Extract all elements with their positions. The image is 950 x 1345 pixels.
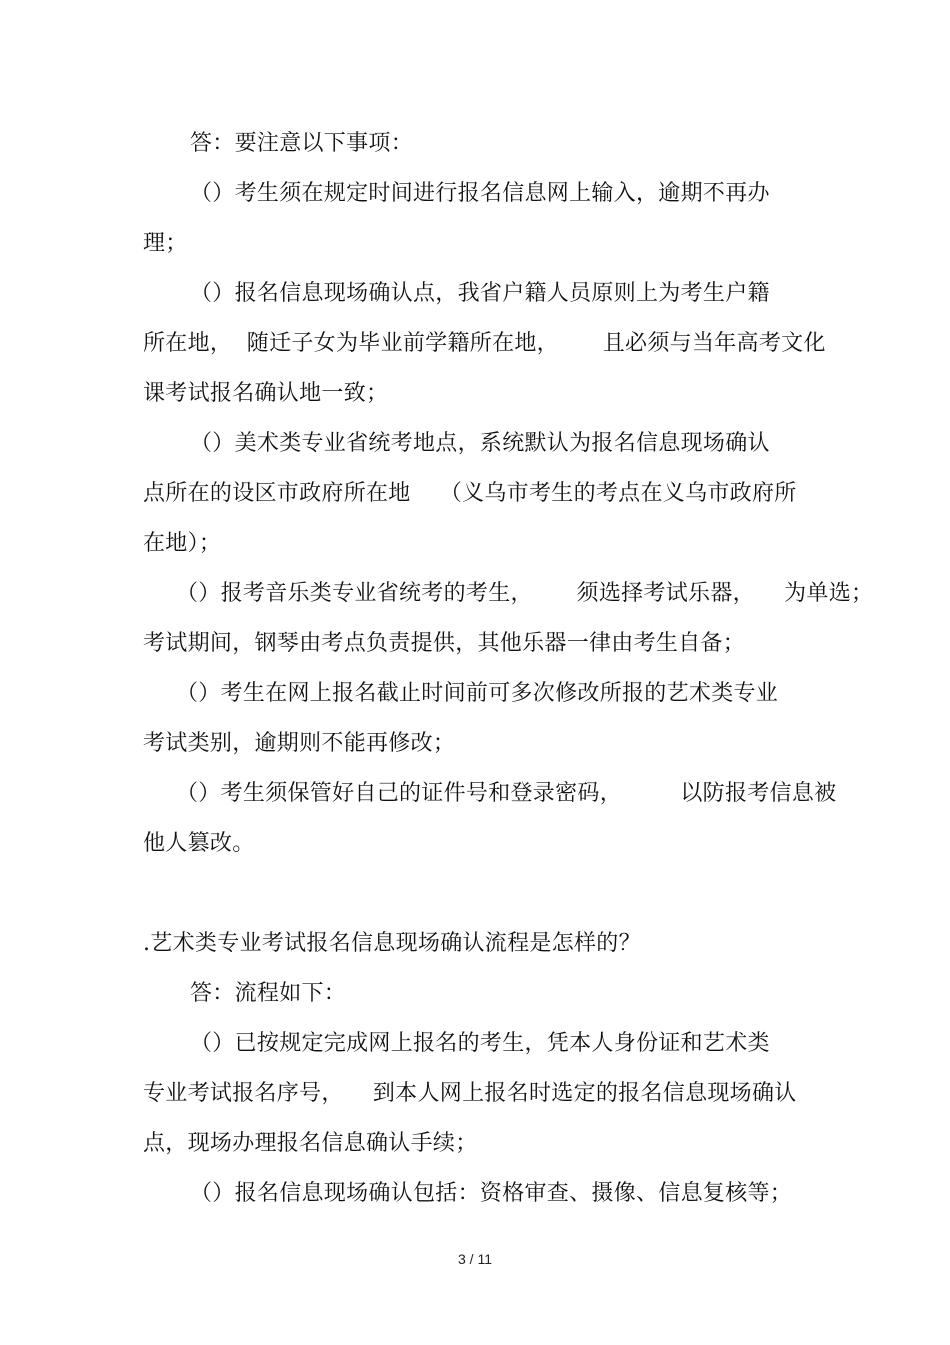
- item-line: 考试类别，逾期则不能再修改；: [143, 731, 456, 756]
- item-line: 专业考试报名序号， 到本人网上报名时选定的报名信息现场确认: [143, 1081, 797, 1106]
- page-number: 3 / 11: [458, 1251, 492, 1267]
- item-line: 在地）；: [143, 531, 222, 556]
- item-line: 所在地， 随迁子女为毕业前学籍所在地， 且必须与当年高考文化: [143, 331, 826, 356]
- item-line: 他人篡改。: [143, 831, 255, 856]
- item-line: （）报考音乐类专业省统考的考生， 须选择考试乐器， 为单选；: [176, 581, 874, 606]
- item-line: （）考生在网上报名截止时间前可多次修改所报的艺术类专业: [176, 681, 779, 706]
- item-line: 课考试报名确认地一致；: [143, 381, 389, 406]
- answer-intro-line: 答：要注意以下事项：: [190, 131, 414, 156]
- item-line: （）考生须保管好自己的证件号和登录密码， 以防报考信息被: [176, 781, 837, 806]
- item-line: 考试期间，钢琴由考点负责提供，其他乐器一律由考生自备；: [143, 631, 746, 656]
- question-heading: .艺术类专业考试报名信息现场确认流程是怎样的？: [143, 931, 641, 956]
- answer-intro-line: 答：流程如下：: [190, 981, 347, 1006]
- item-line: （）考生须在规定时间进行报名信息网上输入，逾期不再办: [190, 181, 770, 206]
- item-line: （）美术类专业省统考地点，系统默认为报名信息现场确认: [190, 431, 770, 456]
- item-line: 点，现场办理报名信息确认手续；: [143, 1131, 478, 1156]
- item-line: （）报名信息现场确认点，我省户籍人员原则上为考生户籍: [190, 281, 770, 306]
- item-line: 理；: [143, 231, 188, 256]
- item-line: （）报名信息现场确认包括：资格审查、摄像、信息复核等；: [190, 1181, 793, 1206]
- item-line: （）已按规定完成网上报名的考生，凭本人身份证和艺术类: [190, 1031, 770, 1056]
- item-line: 点所在的设区市政府所在地 （义乌市考生的考点在义乌市政府所: [143, 481, 797, 506]
